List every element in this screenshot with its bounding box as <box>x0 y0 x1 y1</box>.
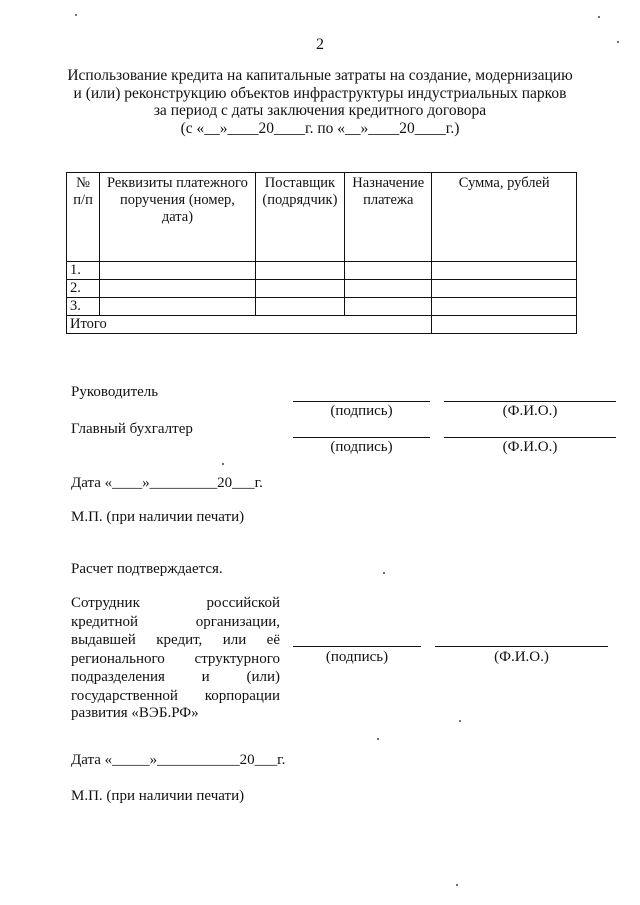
accountant-label: Главный бухгалтер <box>71 421 193 437</box>
employee-label-line: Сотрудник российской <box>71 595 280 611</box>
scan-speck <box>75 14 77 16</box>
head-label: Руководитель <box>71 384 159 400</box>
scan-speck <box>598 16 600 18</box>
payments-table <box>66 172 577 334</box>
scan-speck <box>456 884 458 886</box>
header-number: № п/п <box>67 173 100 262</box>
table-cell <box>432 262 577 280</box>
table-cell <box>100 262 256 280</box>
title-line: и (или) реконструкцию объектов инфраструктуры индустриальных парков <box>73 84 567 102</box>
total-amount-cell <box>432 316 577 334</box>
table-cell <box>345 280 432 298</box>
accountant-name-line <box>444 437 616 438</box>
header-purpose: Назначение платежа <box>345 173 432 262</box>
head-name-line <box>444 401 616 402</box>
employee-signature-caption: (подпись) <box>325 649 389 665</box>
scan-speck <box>383 572 385 574</box>
title-line: Использование кредита на капитальные затраты на создание, модернизацию <box>67 67 573 84</box>
employee-signature-line <box>293 646 421 647</box>
total-label: Итого <box>67 316 432 334</box>
header-amount: Сумма, рублей <box>432 173 577 262</box>
employee-label <box>71 594 280 705</box>
table-cell <box>100 280 256 298</box>
head-signature-caption: (подпись) <box>330 403 393 419</box>
table-header-row <box>67 173 577 262</box>
table-cell <box>255 280 344 298</box>
table-row <box>67 280 577 298</box>
head-signature-line <box>293 401 430 402</box>
row-number: 2. <box>67 280 100 298</box>
document-title <box>60 67 580 137</box>
row-number: 1. <box>67 262 100 280</box>
employee-name-caption: (Ф.И.О.) <box>494 649 549 665</box>
title-period-line: (с «__»____20____г. по «__»____20____г.) <box>180 119 460 137</box>
employee-label-line: выдавшей кредит, или её <box>71 632 280 648</box>
employee-label-line: подразделения и (или) <box>71 669 280 685</box>
head-name-caption: (Ф.И.О.) <box>502 403 558 419</box>
stamp-note-2: М.П. (при наличии печати) <box>71 788 245 804</box>
page-number: 2 <box>316 36 324 53</box>
scan-speck <box>222 463 224 465</box>
table-cell <box>255 262 344 280</box>
table-cell <box>432 298 577 316</box>
title-line: за период с даты заключения кредитного договора <box>153 102 487 119</box>
employee-name-line <box>435 646 608 647</box>
accountant-name-caption: (Ф.И.О.) <box>502 439 558 455</box>
scan-speck <box>377 738 379 740</box>
header-payment-order: Реквизиты платежного поручения (номер, дата) <box>100 173 256 262</box>
stamp-note-1: М.П. (при наличии печати) <box>71 509 245 525</box>
scan-speck <box>459 720 461 722</box>
accountant-signature-line <box>293 437 430 438</box>
scan-speck <box>617 41 619 43</box>
table-row <box>67 298 577 316</box>
table-cell <box>255 298 344 316</box>
table-cell <box>432 280 577 298</box>
confirmation-text: Расчет подтверждается. <box>71 561 223 577</box>
table-cell <box>100 298 256 316</box>
total-row <box>67 316 577 334</box>
row-number: 3. <box>67 298 100 316</box>
table-cell <box>345 298 432 316</box>
table-cell <box>345 262 432 280</box>
date-line-2: Дата «_____»___________20___г. <box>71 752 286 768</box>
employee-label-line: кредитной организации, <box>71 613 280 630</box>
header-supplier: Поставщик (подрядчик) <box>255 173 344 262</box>
date-line-1: Дата «____»_________20___г. <box>71 475 263 491</box>
employee-label-line: государственной корпорации <box>71 687 280 704</box>
employee-label-line: регионального структурного <box>71 650 280 667</box>
table-row <box>67 262 577 280</box>
employee-label-last-line: развития «ВЭБ.РФ» <box>71 705 199 721</box>
accountant-signature-caption: (подпись) <box>330 439 393 455</box>
